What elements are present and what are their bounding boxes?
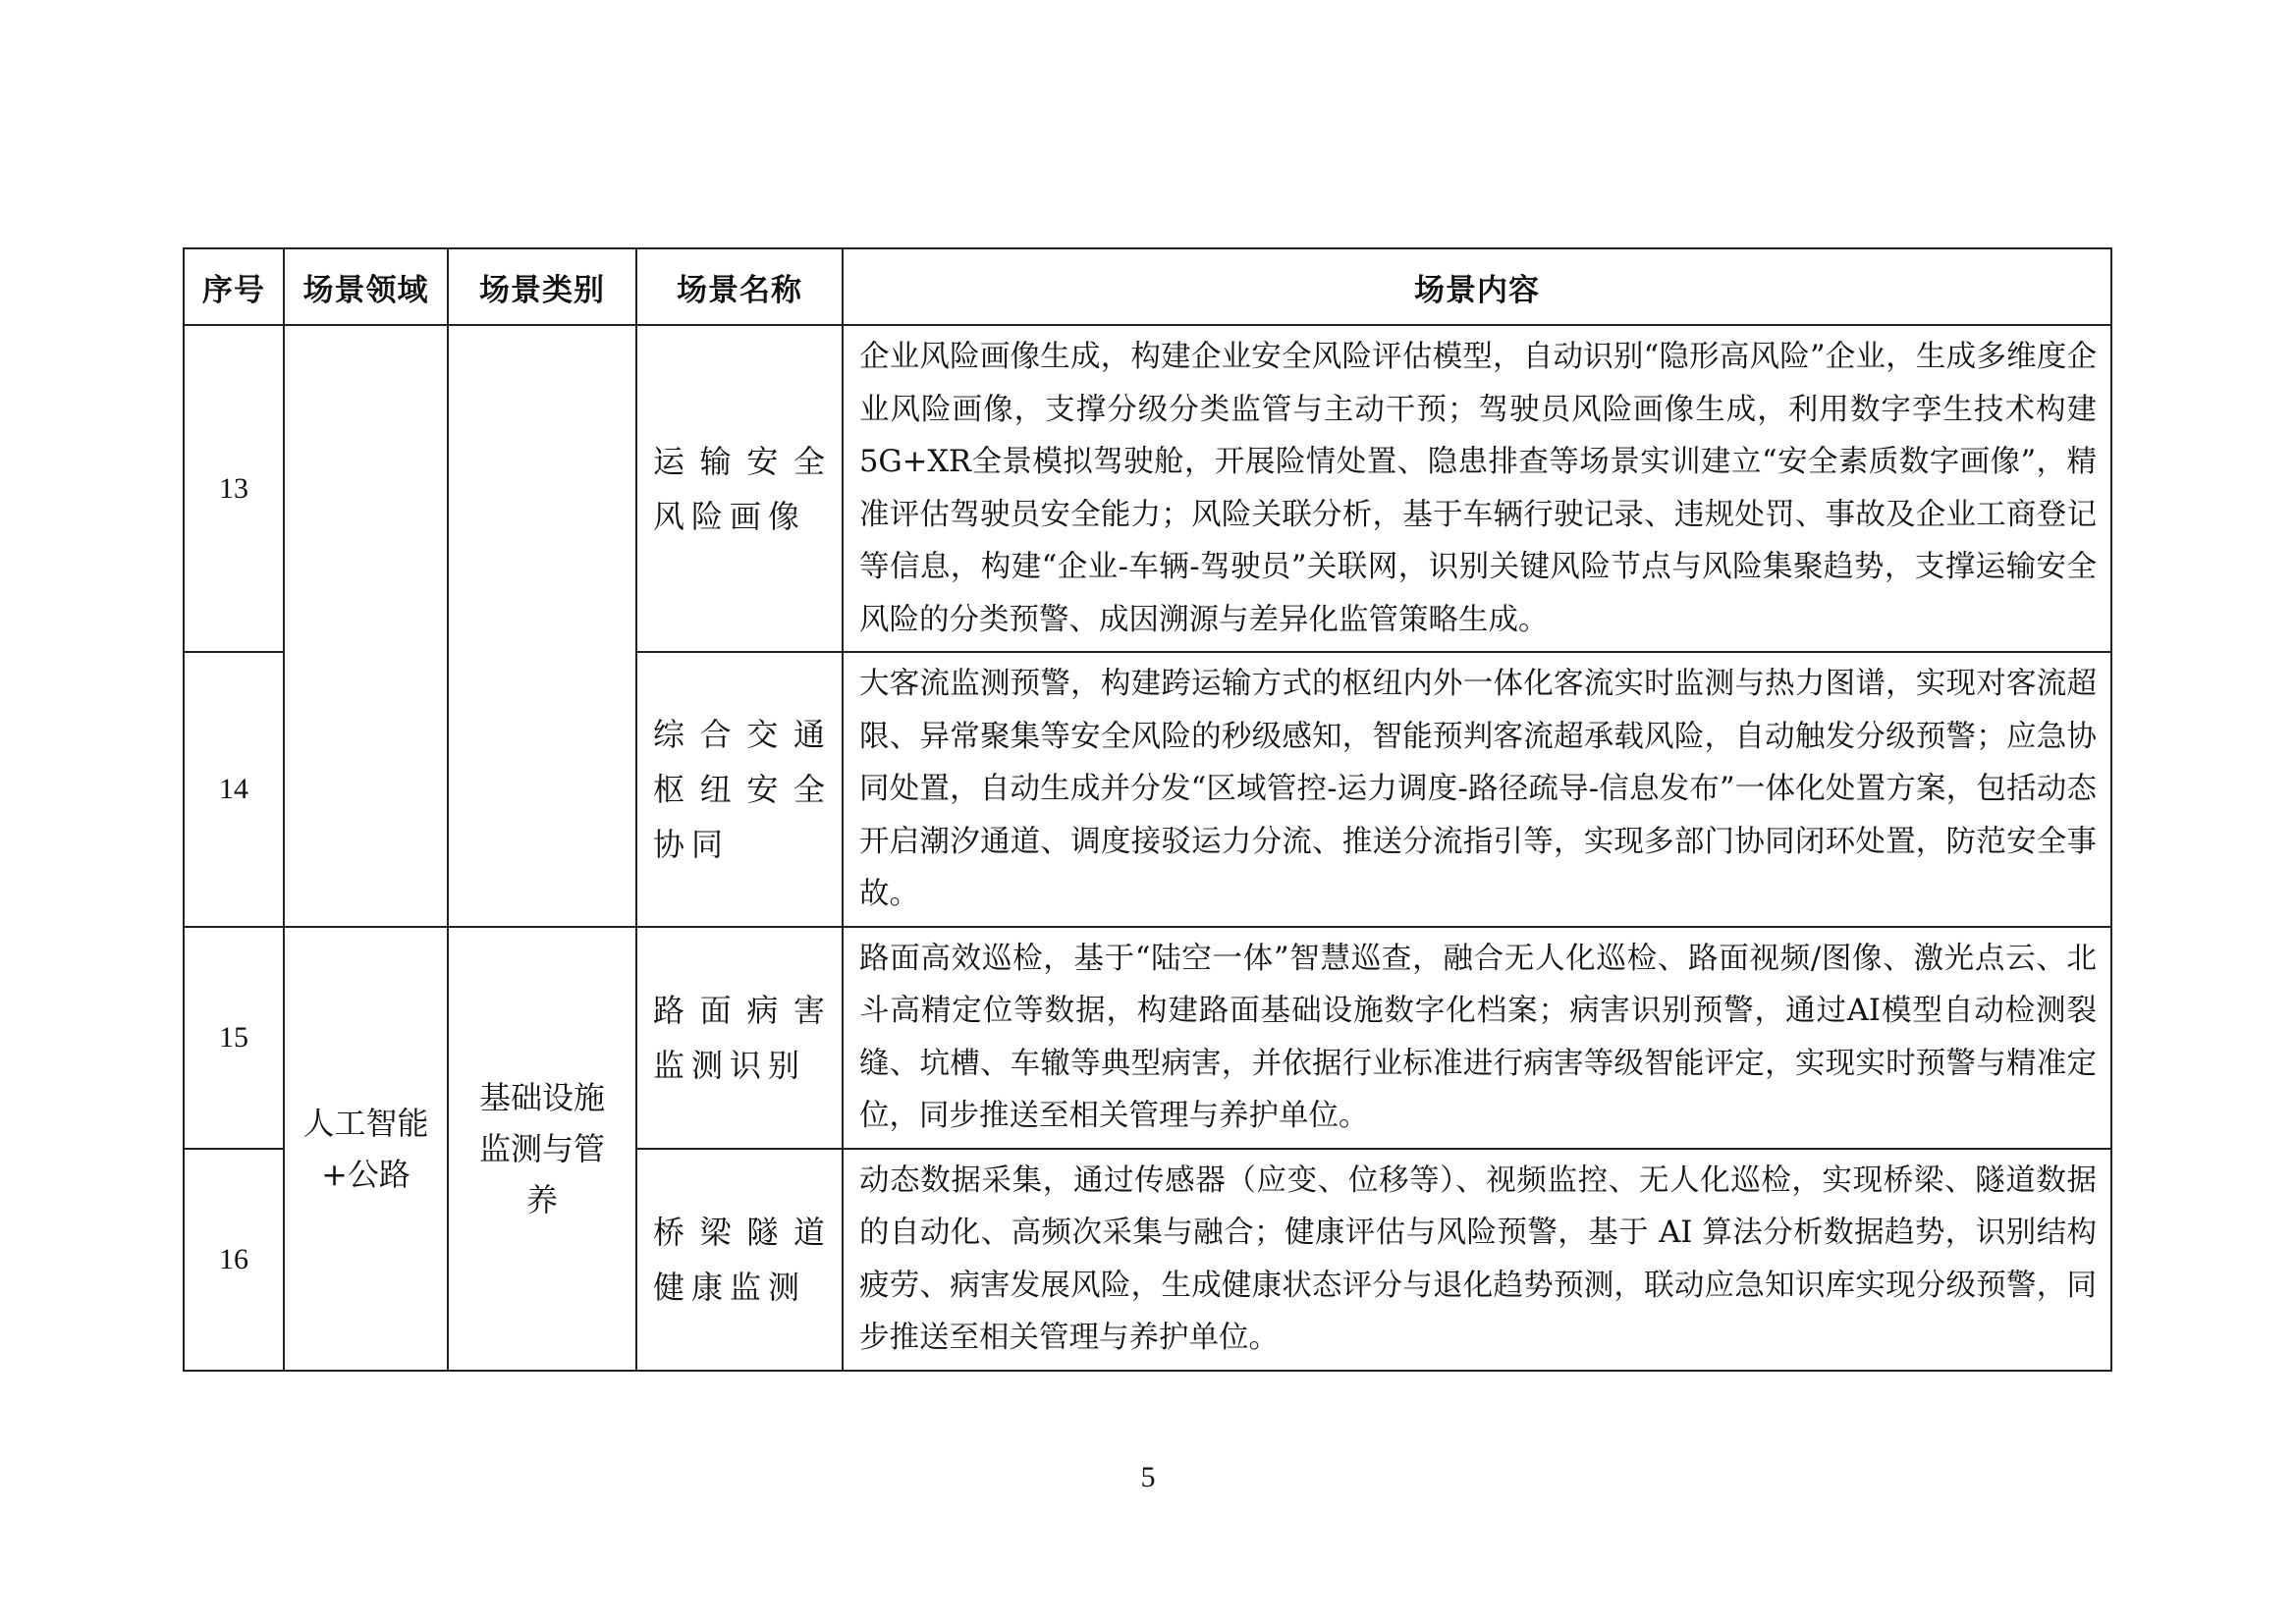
header-category: 场景类别 — [448, 248, 636, 325]
name-cell — [636, 652, 843, 927]
content-cell — [843, 1149, 2111, 1371]
row-number: 15 — [184, 927, 284, 1149]
scenario-content: 大客流监测预警，构建跨运输方式的枢纽内外一体化客流实时监测与热力图谱，实现对客流超限、异常聚集等安全风险的秒级感知，智能预判客流超承载风险，自动触发分级预警；应急协同处置，自动生成并分发“区域管控-运力调度-路径疏导-信息发布”一体化处置方案，包括动态开启潮汐通道、调度接驳运力分流、推送分流指引等，实现多部门协同闭环处置，防范安全事故。 — [859, 667, 2097, 911]
table-row — [184, 927, 2111, 1149]
domain-cell — [284, 927, 448, 1371]
header-name: 场景名称 — [636, 248, 843, 325]
domain-text: 人工智能+公路 — [302, 1104, 429, 1193]
name-cell — [636, 927, 843, 1149]
category-cell — [448, 927, 636, 1371]
content-cell — [843, 652, 2111, 927]
name-cell — [636, 1149, 843, 1371]
content-cell — [843, 927, 2111, 1149]
row-number: 16 — [184, 1149, 284, 1371]
header-number: 序号 — [184, 248, 284, 325]
domain-cell — [284, 325, 448, 927]
scenario-name: 路面病害监测识别 — [653, 991, 832, 1084]
row-number: 14 — [184, 652, 284, 927]
name-cell — [636, 325, 843, 652]
scenario-content: 企业风险画像生成，构建企业安全风险评估模型，自动识别“隐形高风险”企业，生成多维度企业风险画像，支撑分级分类监管与主动干预；驾驶员风险画像生成，利用数字孪生技术构建5G+XR全景模拟驾驶舱，开展险情处置、隐患排查等场景实训建立“安全素质数字画像”，精准评估驾驶员安全能力；风险关联分析，基于车辆行驶记录、违规处罚、事故及企业工商登记等信息，构建“企业-车辆-驾驶员”关联网，识别关键风险节点与风险集聚趋势，支撑运输安全风险的分类预警、成因溯源与差异化监管策略生成。 — [859, 340, 2097, 637]
scenario-content: 路面高效巡检，基于“陆空一体”智慧巡查，融合无人化巡检、路面视频/图像、激光点云、北斗高精定位等数据，构建路面基础设施数字化档案；病害识别预警，通过AI模型自动检测裂缝、坑槽、车辙等典型病害，并依据行业标准进行病害等级智能评定，实现实时预警与精准定位，同步推送至相关管理与养护单位。 — [859, 941, 2097, 1133]
scenario-name: 运输安全风险画像 — [653, 442, 832, 535]
category-cell — [448, 325, 636, 927]
content-cell — [843, 325, 2111, 652]
scenario-table — [183, 247, 2112, 1372]
table-header-row — [184, 248, 2111, 325]
row-number: 13 — [184, 325, 284, 652]
table-row — [184, 325, 2111, 652]
page-number: 5 — [1140, 1461, 1156, 1493]
category-text: 基础设施监测与管养 — [478, 1078, 605, 1218]
header-domain: 场景领域 — [284, 248, 448, 325]
scenario-name: 综合交通枢纽安全协同 — [653, 715, 832, 863]
header-content: 场景内容 — [843, 248, 2111, 325]
scenario-content: 动态数据采集，通过传感器（应变、位移等）、视频监控、无人化巡检，实现桥梁、隧道数据的自动化、高频次采集与融合；健康评估与风险预警，基于 AI 算法分析数据趋势，识别结构疲劳、病害发展风险，生成健康状态评分与退化趋势预测，联动应急知识库实现分级预警，同步推送至相关管理与养护单位。 — [859, 1163, 2097, 1355]
scenario-name: 桥梁隧道健康监测 — [653, 1213, 832, 1306]
